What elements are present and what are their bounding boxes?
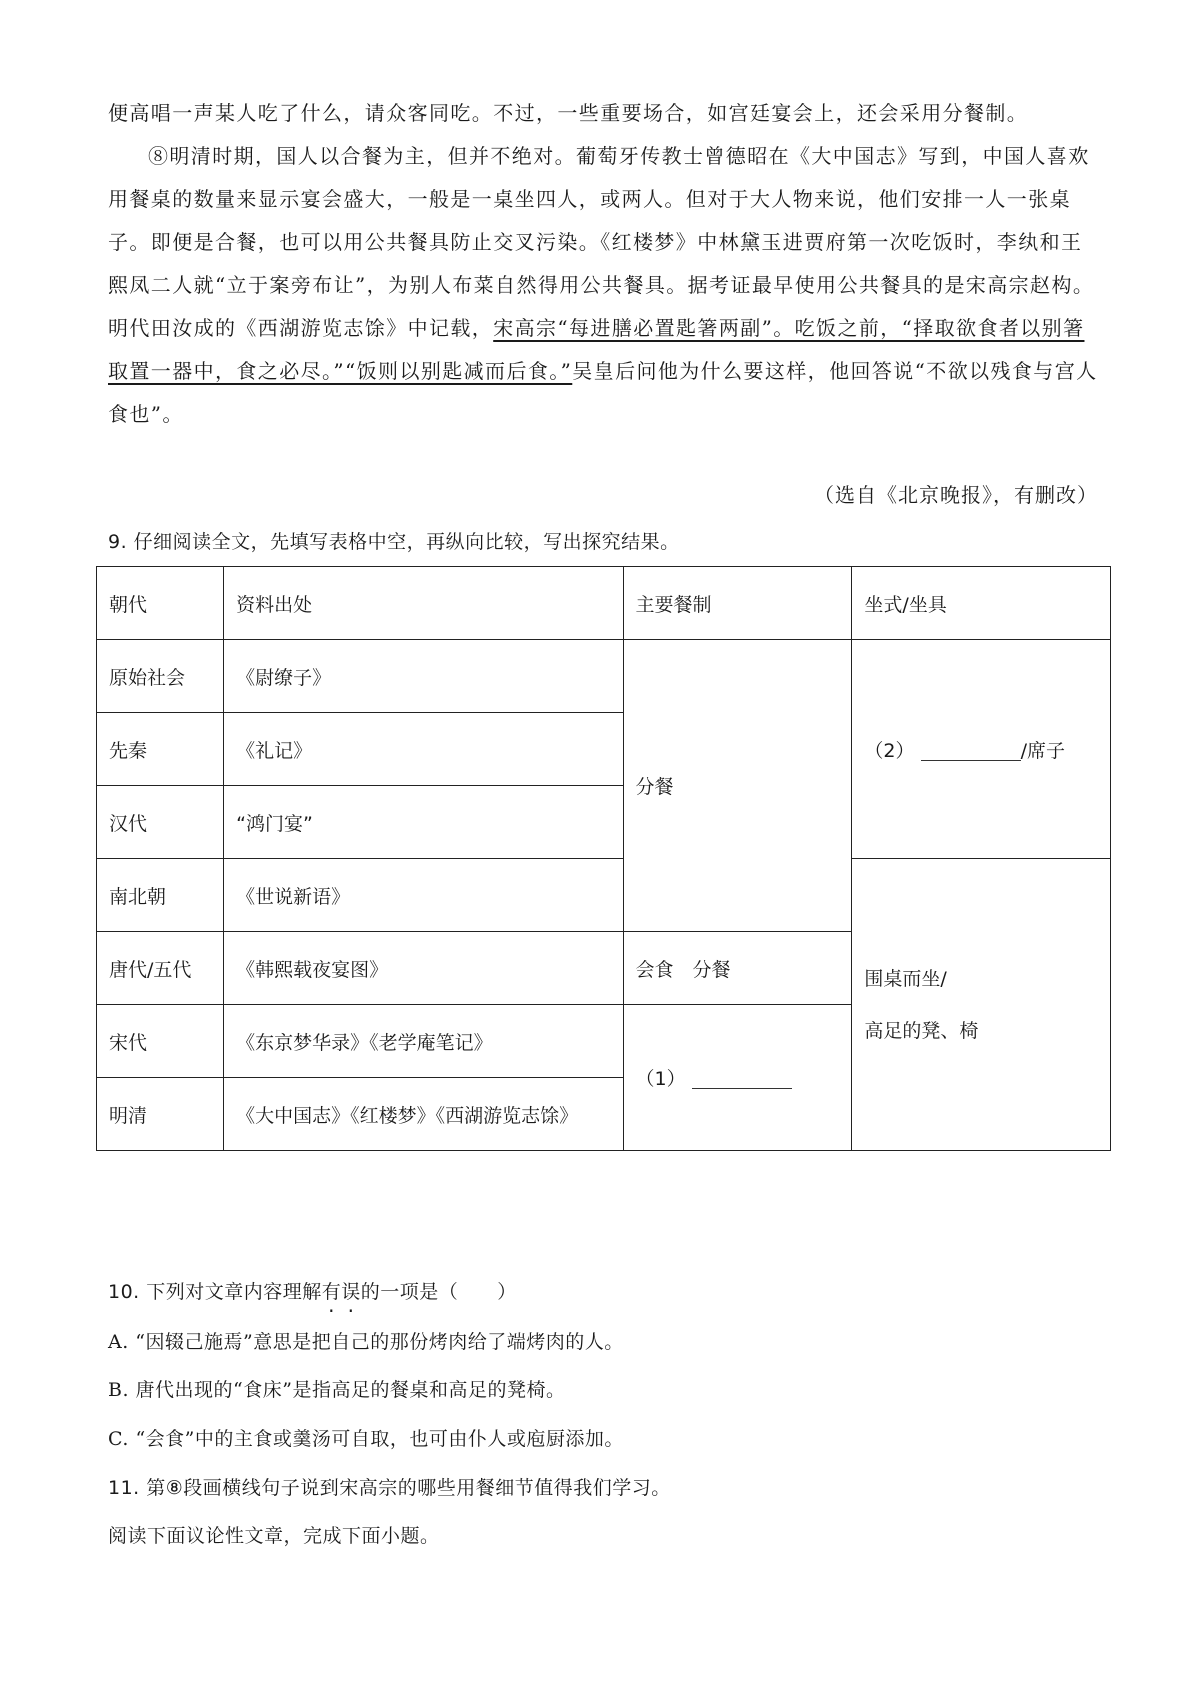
cell-seat-blank [852,640,1111,859]
cell-source: “鸿门宴” [224,786,623,859]
question-9: 9. 仔细阅读全文，先填写表格中空，再纵向比较，写出探究结果。 [108,531,680,553]
cell-source: 《韩熙载夜宴图》 [224,932,623,1005]
q10-stem-after: 的一项是（ ） [360,1281,517,1303]
research-table [96,566,1111,1151]
paragraph-8-text: ⑧明清时期，国人以合餐为主，但并不绝对。葡萄牙传教士曾德昭在《大中国志》写到，中国人喜欢用餐桌的数量来显示宴会盛大，一般是一桌坐四人，或两人。但对于大人物来说，他们安排一人一张桌子。即便是合餐，也可以用公共餐具防止交叉污染。《红楼梦》中林黛玉进贾府第一次吃饭时，李纨和王熙凤二人就“立于案旁布让”，为别人布菜自然得用公共餐具。据考证最早使用公共餐具的是宋高宗赵构。明代田汝成的《西湖游览志馀》中记载， [108,144,1095,340]
cell-source: 《世说新语》 [224,859,623,932]
seat-later-line-2: 高足的凳、椅 [864,1019,979,1042]
paragraph-8-end: 吴皇后问他为什么要这样，他回答说“不欲以残食与宫人食也”。 [108,359,1098,426]
option-b-text: B. 唐代出现的“食床”是指高足的餐桌和高足的凳椅。 [108,1379,566,1401]
cell-meal-tang: 会食 分餐 [623,932,852,1005]
option-c-text: C. “会食”中的主食或羹汤可自取，也可由仆人或庖厨添加。 [108,1428,624,1450]
cell-source: 《东京梦华录》《老学庵笔记》 [224,1005,623,1078]
emphasis-char-1: 有 [321,1281,342,1303]
table-row [97,859,1111,932]
cell-dynasty: 汉代 [97,786,224,859]
emphasis-char-2: 误 [341,1281,361,1303]
cell-dynasty: 唐代/五代 [97,932,224,1005]
cell-dynasty: 宋代 [97,1005,224,1078]
cell-dynasty: 南北朝 [97,859,224,932]
blank-2-label: （2） [864,739,915,762]
cell-seat-later [852,859,1111,1151]
blank-1-label: （1） [635,1068,686,1090]
header-dynasty: 朝代 [97,567,224,640]
blank-2-suffix: /席子 [1020,739,1065,762]
cell-meal-fenchan: 分餐 [623,640,852,932]
header-seat: 坐式/坐具 [852,567,1111,640]
underlined-sentence: 宋高宗“每进膳必置匙箸两副”。吃饭之前，“择取欲食者以别箸取置一器中，食之必尽。”“饭则以别匙减而后食。” [108,316,1085,383]
cell-meal-blank [623,1005,852,1151]
option-a-text: A. “因辍己施焉”意思是把自己的那份烤肉给了端烤肉的人。 [108,1331,624,1353]
seat-later-line-1: 围桌而坐/ [864,967,947,990]
header-meal: 主要餐制 [623,567,852,640]
paragraph-8 [108,135,1098,436]
cell-source: 《大中国志》《红楼梦》《西湖游览志馀》 [224,1078,623,1151]
next-section-instruction: 阅读下面议论性文章，完成下面小题。 [108,1525,440,1547]
q10-stem-before: 10. 下列对文章内容理解 [108,1281,322,1303]
paragraph-prev: 便高唱一声某人吃了什么，请众客同吃。不过，一些重要场合，如宫廷宴会上，还会采用分餐制。 [108,101,1029,125]
header-source: 资料出处 [224,567,623,640]
option-b[interactable] [108,1375,565,1405]
answer-blank-1[interactable] [692,1070,792,1089]
cell-dynasty: 原始社会 [97,640,224,713]
table-row [97,640,1111,713]
question-11: 11. 第⑧段画横线句子说到宋高宗的哪些用餐细节值得我们学习。 [108,1477,671,1499]
option-a[interactable] [108,1327,624,1357]
article-source: （选自《北京晚报》，有删改） [814,483,1098,507]
cell-dynasty: 先秦 [97,713,224,786]
cell-dynasty: 明清 [97,1078,224,1151]
cell-source: 《礼记》 [224,713,623,786]
article-body [108,92,1098,436]
option-c[interactable] [108,1424,624,1454]
cell-source: 《尉缭子》 [224,640,623,713]
question-10 [108,1277,517,1307]
table-header-row [97,567,1111,640]
answer-blank-2[interactable] [921,742,1021,761]
